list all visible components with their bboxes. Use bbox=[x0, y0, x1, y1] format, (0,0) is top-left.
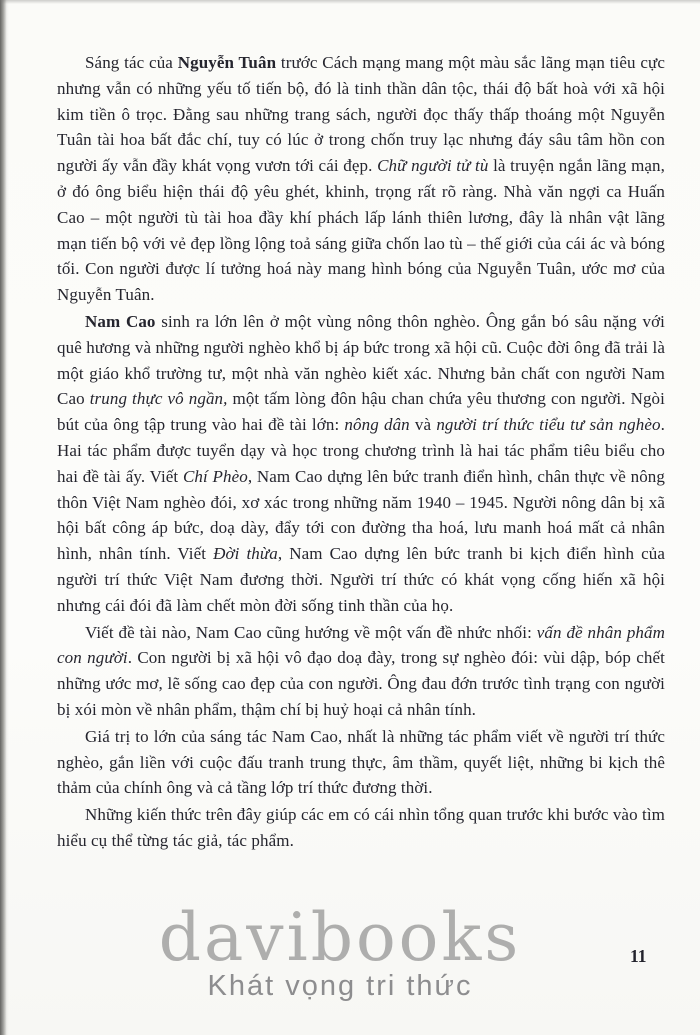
scan-edge-top-shadow bbox=[0, 0, 700, 4]
text-segment: Những kiến thức trên đây giúp các em có cái nhìn tổng quan trước khi bước vào tìm hiểu cụ thể từng tác giả, tác phẩm. bbox=[57, 805, 665, 850]
watermark-tagline: Khát vọng tri thức bbox=[207, 970, 473, 1002]
text-segment: nông dân bbox=[344, 415, 410, 435]
paragraph bbox=[57, 309, 665, 619]
text-segment: . Con người bị xã hội vô đạo doạ đày, trong sự nghèo đói: vùi dập, bóp chết những ước mơ, lẽ sống cao đẹp của con người. Ông đau đớn trước tình trạng con người bị xói mòn về nhân phẩm, thậm chí bị huỷ hoại cả nhân tính. bbox=[57, 648, 665, 719]
text-segment: Chí Phèo bbox=[182, 466, 248, 486]
page-number: 11 bbox=[630, 946, 647, 966]
text-segment: Nguyễn Tuân bbox=[177, 53, 277, 72]
text-segment: , Nam Cao dựng lên bức tranh bi kịch điển hình của người trí thức Việt Nam đương thời. Người trí thức có khát vọng cống hiến xã hội nhưng cái đói đã làm chết mòn đời sống tinh thần của họ. bbox=[57, 544, 665, 615]
paragraph bbox=[57, 724, 665, 801]
text-segment: một tấm lòng đôn hậu chan chứa yêu thương con người. Ngòi bút của ông tập trung vào hai đề tài lớn: bbox=[57, 389, 665, 435]
text-segment: và bbox=[409, 415, 437, 435]
text-segment: người trí thức tiểu tư sản nghèo bbox=[436, 415, 661, 435]
text-segment: Nam Cao bbox=[85, 311, 156, 331]
paragraph bbox=[57, 620, 665, 723]
text-segment: Giá trị to lớn của sáng tác Nam Cao, nhất là những tác phẩm viết về người trí thức nghèo, gắn liền với cuộc đấu tranh trung thực, âm thầm, quyết liệt, những bi kịch thê thảm của chính ông và cả tầng lớp trí thức đương thời. bbox=[57, 726, 665, 798]
text-segment: , Nam Cao dựng lên bức tranh điển hình, chân thực về nông thôn Việt Nam nghèo đói, xơ xác trong những năm 1940 – 1945. Người nông dân bị xã hội bất công áp bức, doạ dày, đẩy tới con đường tha hoá, lưu manh hoá mất cả nhân hình, nhân tính. Viết bbox=[57, 466, 665, 564]
scan-edge-shadow bbox=[0, 0, 9, 1035]
text-segment: Viết đề tài nào, Nam Cao cũng hướng về một vấn đề nhức nhối: bbox=[85, 622, 537, 642]
text-segment: Chữ người tử tù bbox=[377, 156, 489, 176]
text-segment: sinh ra lớn lên ở một vùng nông thôn nghèo. Ông gắn bó sâu nặng với quê hương và những người nghèo khổ bị áp bức trong xã hội cũ. Cuộc đời ông đã trải là một giáo khổ trường tư, một nhà văn nghèo kiết xác. Nhưng bản chất con người Nam Cao bbox=[57, 311, 665, 409]
text-segment: là truyện ngắn lãng mạn, ở đó ông biểu hiện thái độ yêu ghét, khinh, trọng rất rõ ràng. Nhà văn ngợi ca Huấn Cao – một người tù tài hoa đầy khí phách lấp lánh thiên lương, đây là nhân vật lãng mạn tiến bộ với vẻ đẹp lồng lộng toả sáng giữa chốn lao tù – thế giới của cái ác và bóng tối. Con người được lí tưởng hoá này mang hình bóng của Nguyễn Tuân, ước mơ của Nguyễn Tuân. bbox=[57, 156, 666, 305]
text-segment: vấn đề nhân phẩm con người bbox=[57, 622, 665, 668]
text-segment: Sáng tác của bbox=[85, 53, 178, 72]
text-segment: . Hai tác phẩm được tuyển dạy và học trong chương trình là hai tác phẩm tiêu biểu cho hai đề tài ấy. Viết bbox=[57, 415, 665, 486]
text-block bbox=[57, 50, 665, 855]
paragraph bbox=[57, 802, 665, 854]
text-segment: trung thực vô ngần, bbox=[89, 389, 228, 409]
watermark bbox=[0, 899, 680, 1003]
text-segment: trước Cách mạng mang một màu sắc lãng mạn tiêu cực nhưng vẫn có những yếu tố tiến bộ, đó là tinh thần dân tộc, thái độ bất hoà với xã hội kim tiền ô trọc. Đằng sau những trang sách, người đọc thấy thấp thoáng một Nguyễn Tuân tài hoa bất đắc chí, tuy có lúc ở trong chốn truy lạc nhưng đáy sâu tâm hồn con người ấy vẫn đầy khát vọng vươn tới cái đẹp. bbox=[57, 53, 665, 176]
text-segment: Đời thừa bbox=[213, 544, 278, 564]
paragraph bbox=[57, 50, 665, 308]
watermark-brand: davibooks bbox=[158, 899, 522, 976]
